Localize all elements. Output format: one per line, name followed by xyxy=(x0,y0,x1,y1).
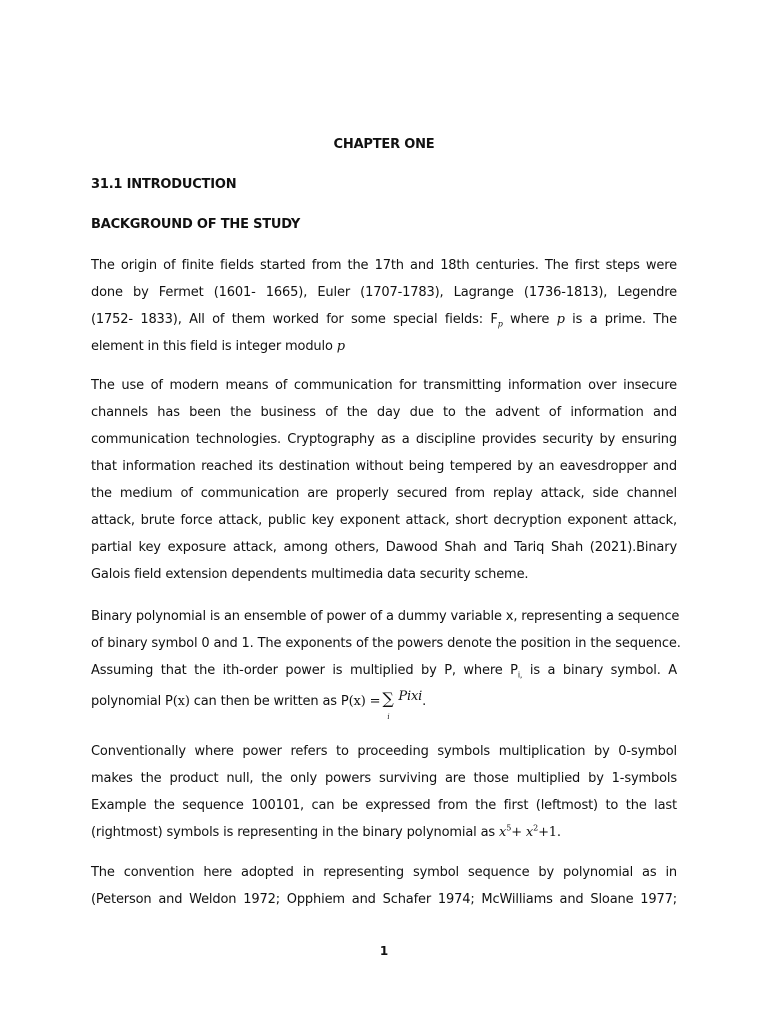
math-operator: + xyxy=(511,825,526,840)
text-segment: is a binary symbol. A xyxy=(522,663,677,678)
summation-symbol: ∑ xyxy=(382,689,394,708)
text-line xyxy=(91,657,677,684)
text-line: partial key exposure attack, among others, Dawood Shah and Tariq Shah (2021).Binary xyxy=(91,540,677,555)
text-line: Conventionally where power refers to proceeding symbols multiplication by 0-symbol xyxy=(91,744,677,759)
summation-index: i xyxy=(387,713,390,721)
text-line: The origin of finite fields started from the 17th and 18th centuries. The first steps were xyxy=(91,258,677,273)
exponent: 5 xyxy=(506,823,512,833)
text-line: of binary symbol 0 and 1. The exponents of the powers denote the position in the sequence. xyxy=(91,636,681,651)
text-segment: can then be written as P xyxy=(189,694,349,709)
text-line: that information reached its destination without being tempered by an eavesdropper and xyxy=(91,459,677,474)
text-line xyxy=(91,333,677,360)
text-line: (Peterson and Weldon 1972; Opphiem and Schafer 1974; McWilliams and Sloane 1977; xyxy=(91,892,677,907)
text-line: Binary polynomial is an ensemble of power of a dummy variable x, representing a sequence xyxy=(91,609,680,624)
text-segment: (1752- 1833), All of them worked for some special fields: F xyxy=(91,312,498,327)
text-segment: element in this field is integer modulo xyxy=(91,339,337,354)
page-number: 1 xyxy=(379,944,389,958)
text-segment: is a prime. The xyxy=(564,312,677,327)
paragraph-binary-polynomial xyxy=(91,603,681,721)
text-segment: (rightmost) symbols is representing in the binary polynomial as xyxy=(91,825,500,840)
math-expression xyxy=(173,694,190,709)
text-segment: Assuming that the ith-order power is multiplied by P, where P xyxy=(91,663,518,678)
math-term: Pixi xyxy=(398,689,423,704)
section-title: 31.1 INTRODUCTION xyxy=(91,177,237,192)
subsection-title: BACKGROUND OF THE STUDY xyxy=(91,217,301,232)
text-segment: . xyxy=(422,694,427,709)
text-line: attack, brute force attack, public key exponent attack, short decryption exponent attack, xyxy=(91,513,677,528)
text-line xyxy=(91,306,677,333)
summation-icon xyxy=(380,689,398,721)
math-expression: (x) = xyxy=(348,694,381,709)
text-line: The convention here adopted in representing symbol sequence by polynomial as in xyxy=(91,865,677,880)
text-line: done by Fermet (1601- 1665), Euler (1707-1783), Lagrange (1736-1813), Legendre xyxy=(91,285,677,300)
text-segment: where xyxy=(502,312,557,327)
paragraph-cryptography xyxy=(91,372,677,588)
math-variable: p xyxy=(556,312,565,327)
chapter-title: CHAPTER ONE xyxy=(333,137,435,152)
subscript: p xyxy=(497,319,503,329)
math-variable: p xyxy=(336,339,345,354)
paragraph-convention-power xyxy=(91,738,677,846)
text-line: Galois field extension dependents multimedia data security scheme. xyxy=(91,567,529,582)
text-line: communication technologies. Cryptography as a discipline provides security by ensuring xyxy=(91,432,677,447)
math-variable: x xyxy=(525,825,534,840)
math-operator: +1. xyxy=(538,825,561,840)
text-line: channels has been the business of the day due to the advent of information and xyxy=(91,405,677,420)
paragraph-finite-fields-origin xyxy=(91,252,677,360)
text-line: The use of modern means of communication for transmitting information over insecure xyxy=(91,378,677,393)
text-line: the medium of communication are properly secured from replay attack, side channel xyxy=(91,486,677,501)
text-line xyxy=(91,819,677,846)
text-line xyxy=(91,684,677,720)
exponent: 2 xyxy=(533,823,539,833)
text-line: Example the sequence 100101, can be expressed from the first (leftmost) to the last xyxy=(91,798,677,813)
math-paren-x: (x) xyxy=(172,694,190,709)
paragraph-convention-adopted xyxy=(91,859,677,913)
math-variable: x xyxy=(499,825,507,840)
subscript: i, xyxy=(517,670,523,680)
text-segment: polynomial P xyxy=(91,694,173,709)
text-line: makes the product null, the only powers surviving are those multiplied by 1-symbols xyxy=(91,771,677,786)
